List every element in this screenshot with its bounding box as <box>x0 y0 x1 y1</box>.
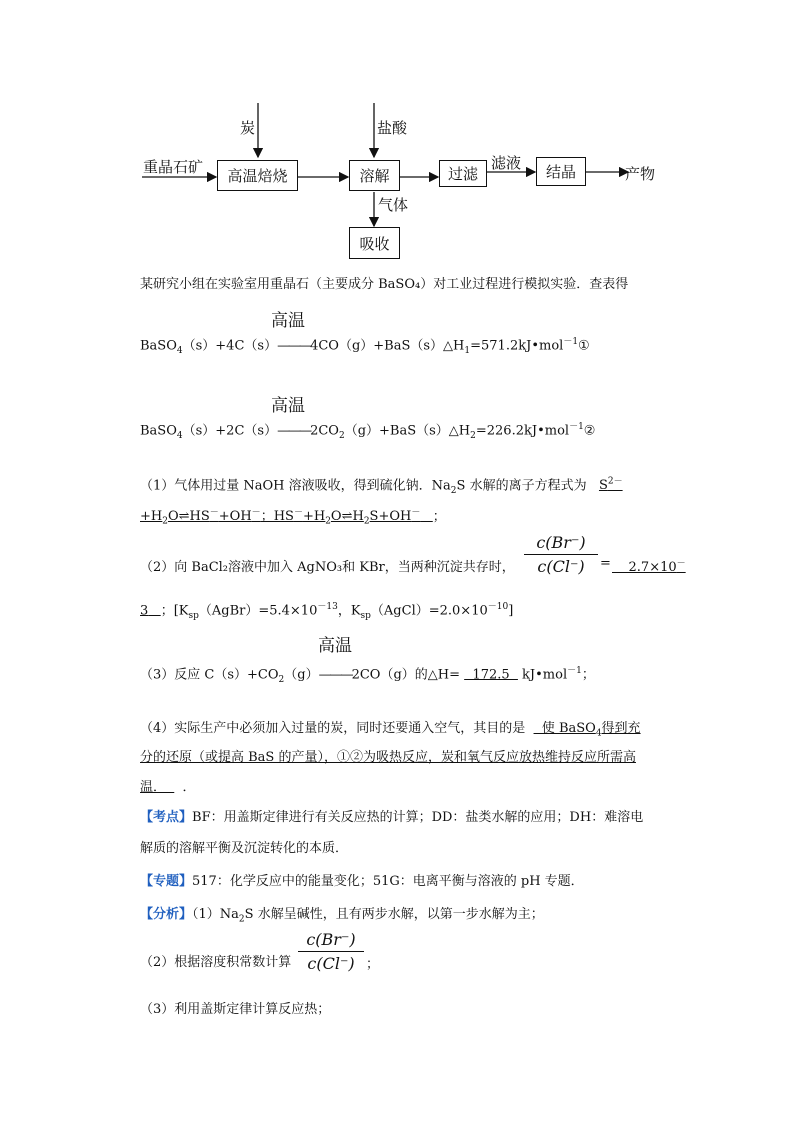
kaodian-line1 <box>140 806 643 825</box>
eq2-condition: 高温 <box>271 396 305 416</box>
eq1-condition: 高温 <box>271 311 305 331</box>
question-2-line2: 3 ；[$K_{sp}(AgBr)=5.4\times 10^{-13}$，$K_{sp}(AgCl)=2.0\times 10^{-10}$] <box>140 602 514 621</box>
fenxi-tag: 【分析】 <box>140 907 193 922</box>
intro-text: 某研究小组在实验室用重晶石（主要成分 BaSO₄）对工业过程进行模拟实验．查表得 <box>140 277 629 292</box>
fenxi-line1: 【分析】$(1)Na_2S$ 水解呈碱性，且有两步水解，以第一步水解为主； <box>140 907 544 925</box>
fenxi-line2-end: ； <box>366 957 380 972</box>
flow-roast-box: 高温焙烧 <box>217 160 298 191</box>
q3-condition: 高温 <box>318 636 352 656</box>
analysis-numerator: c(Br⁻) <box>306 930 356 949</box>
question-4-line3: 温． ． <box>140 780 196 795</box>
flow-input: 重晶石矿 <box>143 158 204 176</box>
flow-carbon: 炭 <box>240 119 256 137</box>
equation-1: $BaSO_4(s)+4C(s)———4CO(g)+BaS(s)\triangle H_1=571.2kJ•mol^{-1}①$ <box>140 337 590 356</box>
zhuanti-tag: 【专题】 <box>140 874 193 889</box>
analysis-denominator: c(Cl⁻) <box>307 954 355 973</box>
flow-acid: 盐酸 <box>377 119 408 137</box>
question-2-answer-part1: 2.7×10－ <box>612 559 686 576</box>
fenxi-line2: （2）根据溶度积常数计算 <box>140 955 292 970</box>
flow-dissolve-box: 溶解 <box>349 160 400 191</box>
flow-filter-box: 过滤 <box>439 160 487 187</box>
flow-absorb-box: 吸收 <box>349 227 400 259</box>
analysis-fraction <box>298 930 364 973</box>
flow-gas: 气体 <box>378 196 409 214</box>
question-4-line2: 分的还原（或提高 BaS 的产量），①②为吸热反应，炭和氧气反应放热维持反应所需高 <box>140 750 636 765</box>
question-4-line1: （4）实际生产中必须加入过量的炭，同时还要通入空气，其目的是 使 BaSO$_4$得到充 <box>140 721 641 739</box>
fenxi-line3: （3）利用盖斯定律计算反应热； <box>140 1002 331 1017</box>
kaodian-tag: 【考点】 <box>140 810 193 825</box>
question-1-line1: （1）气体用过量 NaOH 溶液吸收，得到硫化钠．$Na_2S$ 水解的离子方程式为 $S^{2-}$ <box>140 477 623 496</box>
ratio-equals: = <box>600 556 611 571</box>
kaodian-text1: BF：用盖斯定律进行有关反应热的计算；DD：盐类水解的应用；DH：难溶电 <box>192 810 644 825</box>
question-2-line1: （2）向 BaCl₂溶液中加入 AgNO₃和 KBr，当两种沉淀共存时， <box>140 560 515 575</box>
zhuanti-line: 【专题】517：化学反应中的能量变化；51G：电离平衡与溶液的 pH 专题． <box>140 874 584 889</box>
question-3: （3）反应 $C(s)+CO_2(g)———2CO(g)$的△H= 172.5 kJ•mol$^{-1}$； <box>140 666 595 685</box>
ratio-fraction <box>524 533 598 576</box>
equation-2: $BaSO_4(s)+2C(s)———2CO_2(g)+BaS(s)\triangle H_2=226.2kJ•mol^{-1}②$ <box>140 422 596 441</box>
flow-crystal-box: 结晶 <box>536 157 586 186</box>
ratio-numerator: c(Br⁻) <box>536 533 586 552</box>
flow-product: 产物 <box>625 165 656 183</box>
ratio-denominator: c(Cl⁻) <box>537 557 585 576</box>
question-1-line2: $+H_2O\rightleftharpoons HS^-+OH^-$；$HS^-+H_2O\rightleftharpoons H_2S+OH^-$ ； <box>140 508 446 527</box>
kaodian-line2: 解质的溶解平衡及沉淀转化的本质． <box>140 841 349 856</box>
flow-filtrate: 滤液 <box>491 154 522 172</box>
